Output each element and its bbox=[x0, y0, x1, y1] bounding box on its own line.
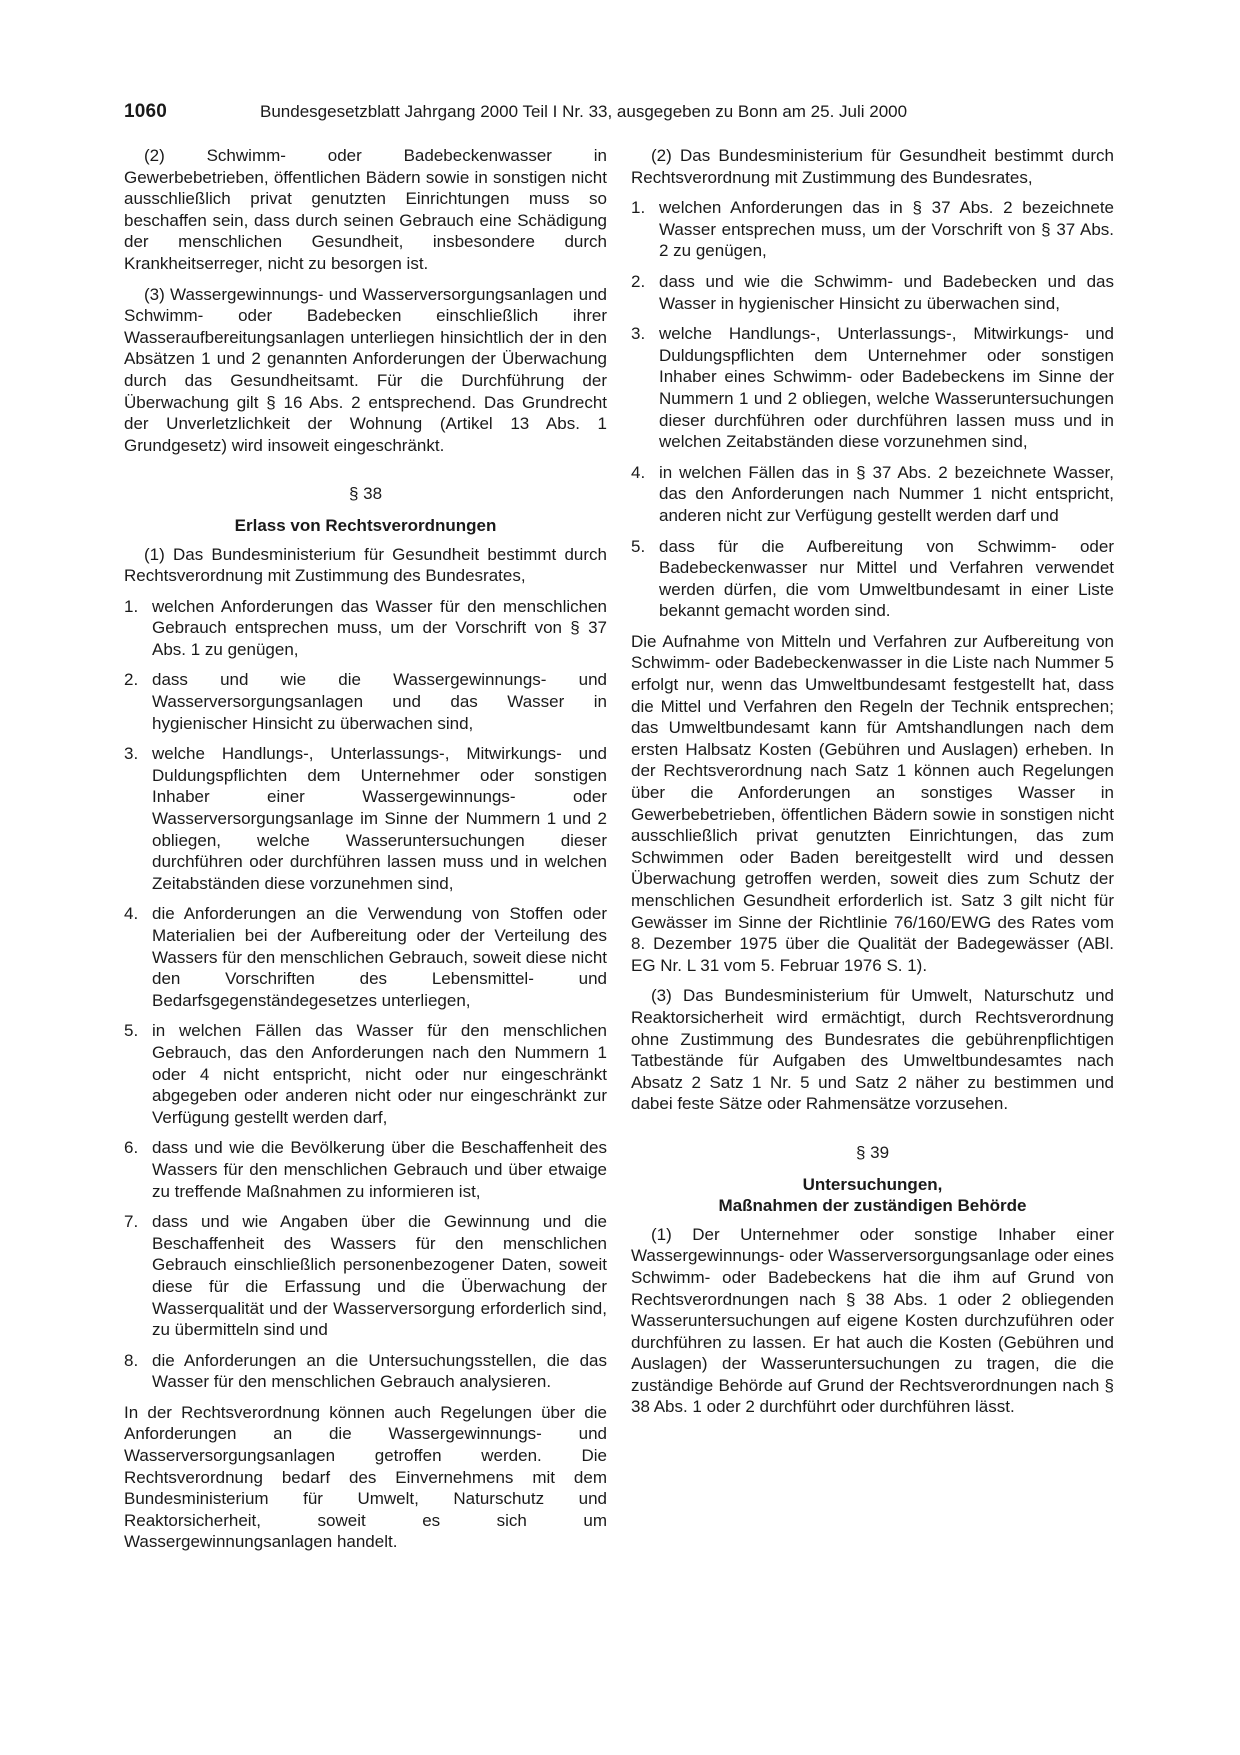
list-item-number: 2. bbox=[631, 271, 646, 291]
list-item-number: 8. bbox=[124, 1350, 139, 1370]
section-title-38 bbox=[124, 515, 607, 537]
list-item bbox=[124, 596, 607, 661]
list-item bbox=[631, 536, 1114, 622]
list-item-number: 5. bbox=[631, 536, 646, 556]
list-item-text: welche Handlungs-, Unterlassungs-, Mitwirkungs- und Duldungspflichten dem Unternehmer oder sonstigen Inhaber eines Schwimm- oder Badebeckens im Sinne der Nummern 1 und 2 obliegen, welche Wasseruntersuchungen dieser durchführen oder durchführen lassen muss und in welchen Zeitabständen diese vorzunehmen sind, bbox=[659, 324, 1114, 452]
list-item bbox=[124, 903, 607, 1011]
list-item bbox=[124, 1020, 607, 1128]
list-item bbox=[124, 1350, 607, 1393]
list-item-number: 5. bbox=[124, 1021, 139, 1041]
list-item-number: 4. bbox=[631, 462, 646, 482]
list-item-number: 7. bbox=[124, 1212, 139, 1232]
enumerated-list-38-2 bbox=[631, 197, 1114, 622]
enumerated-list-38-1 bbox=[124, 596, 607, 1393]
list-item-text: die Anforderungen an die Verwendung von Stoffen oder Materialien bei der Aufbereitung oder der Verteilung des Wassers für den menschlichen Gebrauch, soweit diese nicht den Vorschriften des Lebensmittel- und Bedarfsgegenständegesetzes unterliegen, bbox=[152, 904, 607, 1010]
list-item-text: in welchen Fällen das Wasser für den menschlichen Gebrauch, das den Anforderungen nach den Nummern 1 oder 4 nicht entspricht, nicht oder nur eingeschränkt abgegeben oder anderen nicht oder nur eingeschränkt zur Verfügung gestellt werden darf, bbox=[152, 1021, 607, 1127]
paragraph-38-3: (3) Das Bundesministerium für Umwelt, Naturschutz und Reaktorsicherheit wird ermächtigt, durch Rechtsverordnung ohne Zustimmung des Bundesrates die gebührenpflichtigen Tatbestände für Aufgaben des Umweltbundesamtes nach Absatz 2 Satz 1 Nr. 5 und Satz 2 näher zu bestimmen und dabei feste Sätze oder Rahmensätze vorzusehen. bbox=[631, 986, 1114, 1114]
list-item-text: dass und wie die Wassergewinnungs- und Wasserversorgungsanlagen und das Wasser in hygienischer Hinsicht zu überwachen sind, bbox=[152, 670, 607, 733]
section-number-38: § 38 bbox=[348, 484, 383, 504]
list-item-text: dass und wie die Schwimm- und Badebecken und das Wasser in hygienischer Hinsicht zu überwachen sind, bbox=[659, 271, 1114, 313]
list-item-number: 1. bbox=[631, 198, 646, 218]
list-item bbox=[124, 1137, 607, 1202]
list-item bbox=[631, 271, 1114, 314]
list-item-number: 3. bbox=[124, 744, 139, 764]
list-item-text: welchen Anforderungen das in § 37 Abs. 2 bezeichnete Wasser entsprechen muss, um der Vorschrift von § 37 Abs. 2 zu genügen, bbox=[659, 198, 1114, 261]
list-item-text: die Anforderungen an die Untersuchungsstellen, die das Wasser für den menschlichen Gebrauch analysieren. bbox=[152, 1350, 607, 1392]
section-title-39 bbox=[631, 1174, 1114, 1217]
paragraph-38-1-closing: In der Rechtsverordnung können auch Regelungen über die Anforderungen an die Wassergewinnungs- und Wasserversorgungsanlagen getroffen werden. Die Rechtsverordnung bedarf des Einvernehmens mit dem Bundesministerium für Umwelt, Naturschutz und Reaktorsicherheit, soweit es sich um Wassergewinnungsanlagen handelt. bbox=[124, 1402, 607, 1552]
list-item-text: welche Handlungs-, Unterlassungs-, Mitwirkungs- und Duldungspflichten dem Unternehmer oder sonstigen Inhaber einer Wassergewinnungs- oder Wasserversorgungsanlage im Sinne der Nummern 1 und 2 obliegen, welche Wasseruntersuchungen dieser durchführen oder durchführen lassen muss und in welchen Zeitabständen diese vorzunehmen sind, bbox=[152, 744, 607, 893]
paragraph-38-2-continuation: Die Aufnahme von Mitteln und Verfahren zur Aufbereitung von Schwimm- oder Badebeckenwasser in die Liste nach Nummer 5 erfolgt nur, wenn das Umweltbundesamt festgestellt hat, dass die Mittel und Verfahren den Regeln der Technik entsprechen; das Umweltbundesamt kann für Amtshandlungen nach dem ersten Halbsatz Kosten (Gebühren und Auslagen) erheben. In der Rechtsverordnung nach Satz 1 können auch Regelungen über die Anforderungen an sonstiges Wasser in Gewerbebetrieben, öffentlichen Bädern sowie in sonstigen nicht ausschließlich privat genutzten Einrichtungen, das zum Schwimmen oder Baden bereitgestellt wird und dessen Überwachung getroffen werden, soweit dies zum Schutz der menschlichen Gesundheit erforderlich ist. Satz 3 gilt nicht für Gewässer im Sinne der Richtlinie 76/160/EWG des Rates vom 8. Dezember 1975 über die Qualität der Badegewässer (ABl. EG Nr. L 31 vom 5. Februar 1976 S. 1). bbox=[631, 631, 1114, 975]
running-head: Bundesgesetzblatt Jahrgang 2000 Teil I Nr. 33, ausgegeben zu Bonn am 25. Juli 2000 bbox=[260, 102, 908, 121]
list-item-text: dass und wie Angaben über die Gewinnung und die Beschaffenheit des Wassers für den menschlichen Gebrauch einschließlich personenbezogener Daten, soweit diese für die Erfassung und die Überwachung der Wasserqualität und der Wasserversorgung erforderlich sind, zu übermitteln sind und bbox=[152, 1212, 607, 1340]
list-item-text: dass und wie die Bevölkerung über die Beschaffenheit des Wassers für den menschlichen Gebrauch und über etwaige zu treffende Maßnahmen zu informieren ist, bbox=[152, 1138, 607, 1201]
paragraph-38-2-intro: (2) Das Bundesministerium für Gesundheit bestimmt durch Rechtsverordnung mit Zustimmung des Bundesrates, bbox=[631, 146, 1114, 187]
list-item bbox=[124, 743, 607, 894]
list-item bbox=[631, 323, 1114, 453]
list-item-number: 4. bbox=[124, 904, 139, 924]
list-item-number: 3. bbox=[631, 324, 646, 344]
page-header bbox=[124, 101, 1114, 131]
list-item-number: 2. bbox=[124, 670, 139, 690]
section-number-39: § 39 bbox=[855, 1142, 890, 1162]
paragraph-37-2: (2) Schwimm- oder Badebeckenwasser in Gewerbebetrieben, öffentlichen Bädern sowie in sonstigen nicht ausschließlich privat genutzten Einrichtungen muss so beschaffen sein, dass durch seinen Gebrauch eine Schädigung der menschlichen Gesundheit, insbesondere durch Krankheitserreger, nicht zu besorgen ist. bbox=[124, 146, 607, 273]
section-title-39-line-1: Untersuchungen, bbox=[802, 1174, 943, 1194]
list-item-text: dass für die Aufbereitung von Schwimm- oder Badebeckenwasser nur Mittel und Verfahren verwendet werden dürfen, die vom Umweltbundesamt in einer Liste bekannt gemacht worden sind. bbox=[659, 536, 1114, 621]
paragraph-38-1-intro: (1) Das Bundesministerium für Gesundheit bestimmt durch Rechtsverordnung mit Zustimmung des Bundesrates, bbox=[124, 544, 607, 586]
list-item-text: welchen Anforderungen das Wasser für den menschlichen Gebrauch entsprechen muss, um der Vorschrift von § 37 Abs. 1 zu genügen, bbox=[152, 596, 607, 659]
list-item bbox=[124, 1211, 607, 1341]
section-title-39-line-2: Maßnahmen der zuständigen Behörde bbox=[718, 1196, 1027, 1216]
list-item bbox=[631, 197, 1114, 262]
list-item-number: 6. bbox=[124, 1138, 139, 1158]
section-title-38-text: Erlass von Rechtsverordnungen bbox=[234, 515, 497, 535]
right-column bbox=[631, 145, 1114, 1427]
list-item bbox=[631, 462, 1114, 527]
list-item-text: in welchen Fällen das in § 37 Abs. 2 bezeichnete Wasser, das den Anforderungen nach Nummer 1 nicht entspricht, anderen nicht zur Verfügung gestellt werden darf und bbox=[659, 462, 1114, 525]
paragraph-39-1: (1) Der Unternehmer oder sonstige Inhaber einer Wassergewinnungs- oder Wasserversorgungsanlage oder eines Schwimm- oder Badebeckens hat die ihm auf Grund von Rechtsverordnungen nach § 38 Abs. 1 oder 2 obliegenden Wasseruntersuchungen auf eigene Kosten durchzuführen oder durchführen zu lassen. Er hat auch die Kosten (Gebühren und Auslagen) der Wasseruntersuchungen zu tragen, die die zuständige Behörde auf Grund der Rechtsverordnungen nach § 38 Abs. 1 oder 2 durchführt oder durchführen lässt. bbox=[631, 1224, 1114, 1417]
left-column bbox=[124, 145, 607, 1562]
page-number: 1060 bbox=[124, 101, 168, 122]
list-item bbox=[124, 669, 607, 734]
paragraph-37-3: (3) Wassergewinnungs- und Wasserversorgungsanlagen und Schwimm- oder Badebecken einschließlich ihrer Wasseraufbereitungsanlagen unterliegen hinsichtlich der in den Absätzen 1 und 2 genannten Anforderungen der Überwachung durch das Gesundheitsamt. Für die Durchführung der Überwachung gilt § 16 Abs. 2 entsprechend. Das Grundrecht der Unverletzlichkeit der Wohnung (Artikel 13 Abs. 1 Grundgesetz) wird insoweit eingeschränkt. bbox=[124, 284, 607, 455]
list-item-number: 1. bbox=[124, 596, 139, 616]
